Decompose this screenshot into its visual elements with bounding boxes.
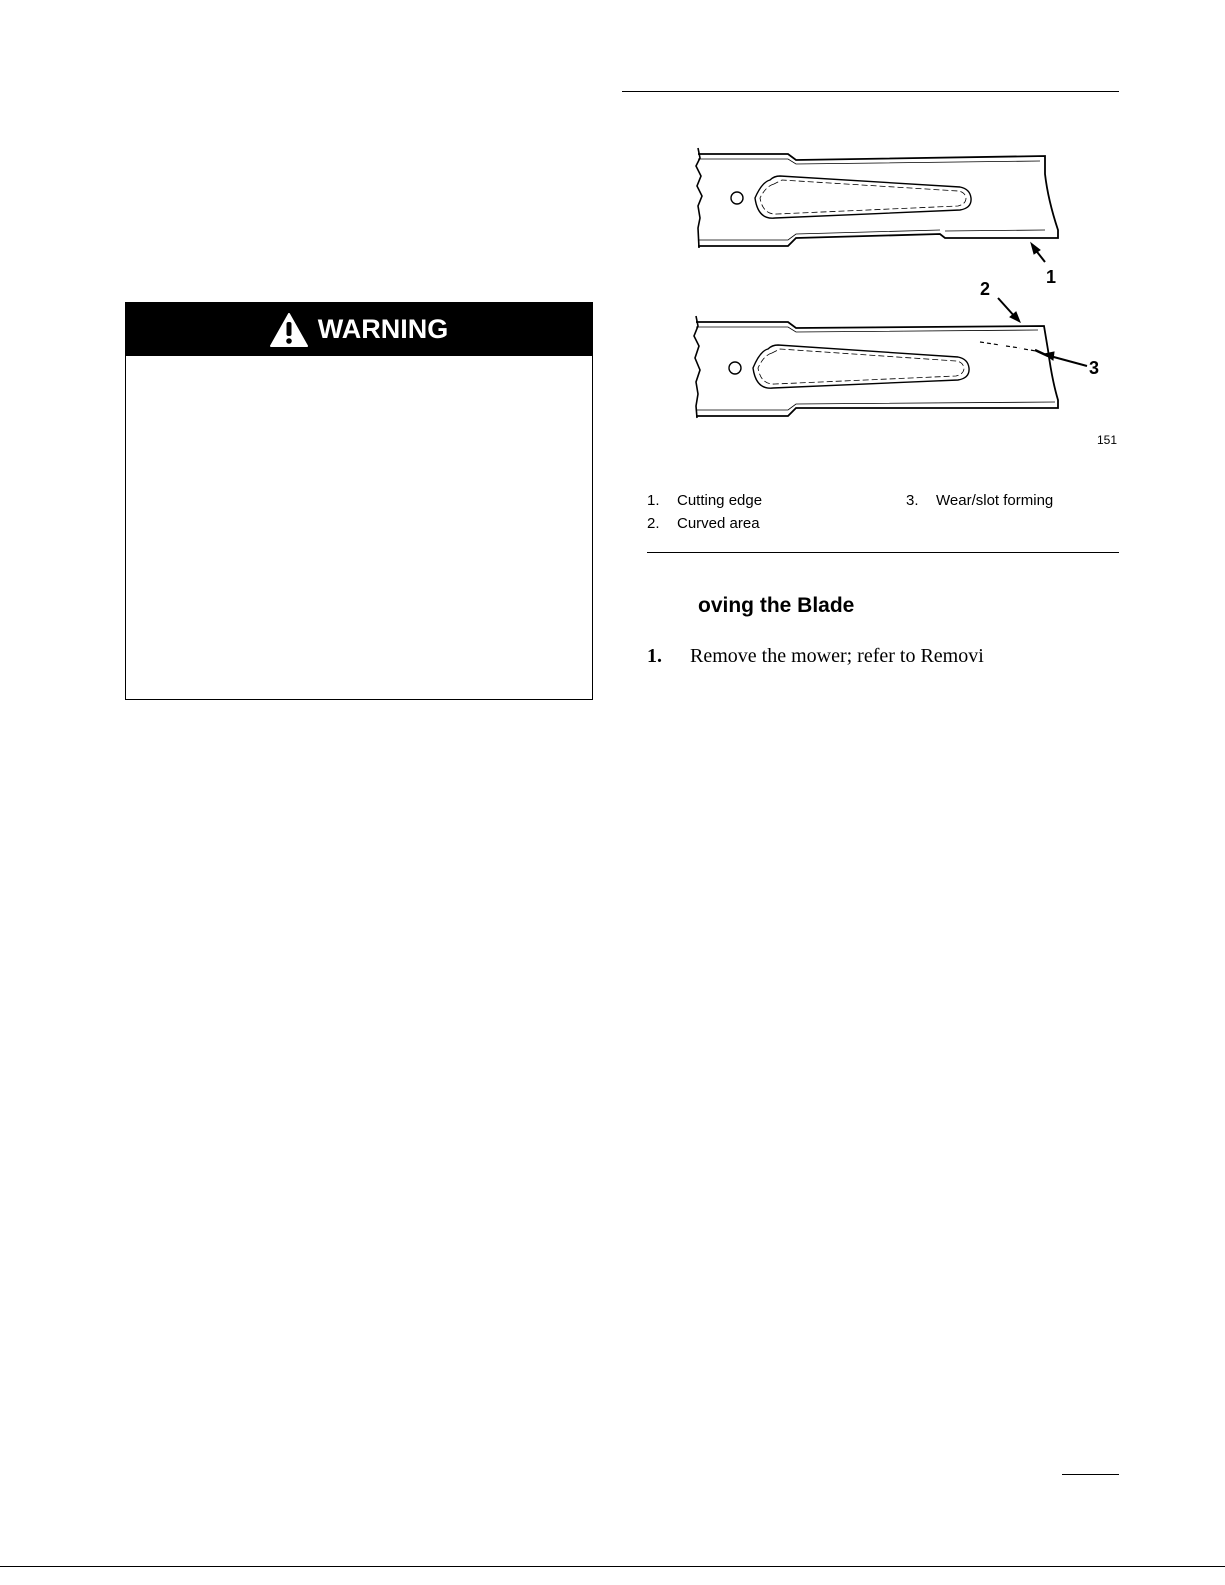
legend-label: Wear/slot forming [936,492,1054,509]
callout-1: 1 [1046,267,1057,287]
section-heading: oving the Blade [698,594,855,617]
callout-arrows [998,243,1087,366]
legend-label: Cutting edge [677,492,763,509]
warning-triangle-icon [270,313,308,347]
legend-label: Curved area [677,515,760,532]
legend-num: 1. [647,492,660,509]
page-number-rule [1062,1474,1119,1475]
blade-good [696,148,1058,248]
step-text: Remove the mower; refer to Removi [690,645,984,667]
warning-box [125,302,593,700]
step-number: 1. [647,645,662,667]
callout-2: 2 [980,279,991,299]
legend-item [647,515,760,532]
legend-num: 3. [906,492,919,509]
callout-3: 3 [1089,358,1100,378]
figure-number: 151 [1097,433,1118,447]
blade-worn [694,316,1058,418]
bottom-rule [0,1566,1225,1567]
warning-header [126,303,592,356]
legend-rule [647,552,1119,553]
warning-title: WARNING [317,314,449,344]
legend-item [906,492,1053,509]
blade-figure [640,130,1120,460]
top-rule [622,91,1119,92]
legend-item [647,492,762,509]
step-item [647,645,984,668]
legend-num: 2. [647,515,660,532]
